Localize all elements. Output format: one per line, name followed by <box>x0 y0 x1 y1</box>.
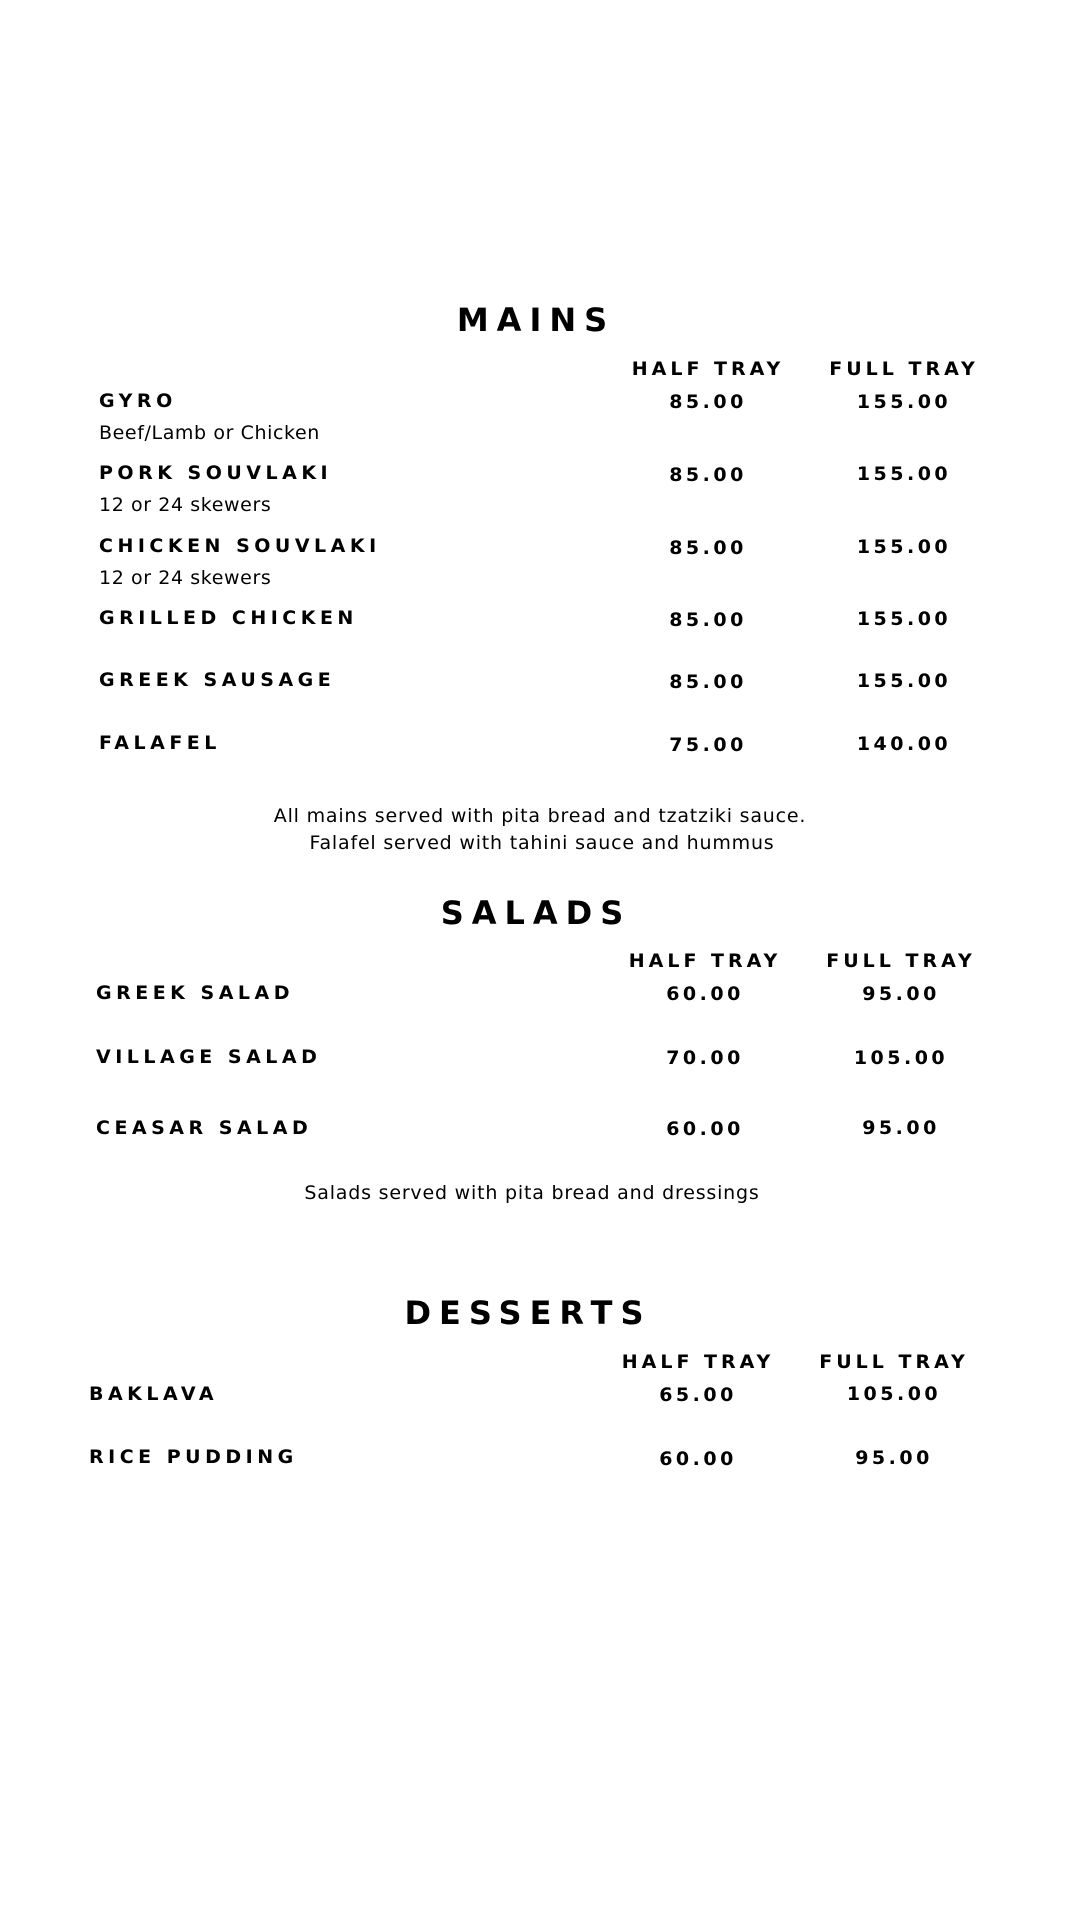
rice-pudding-full-price: 95.00 <box>855 1447 933 1469</box>
salads-full-tray-header: FULL TRAY <box>826 950 976 972</box>
baklava-full-price: 105.00 <box>846 1383 942 1405</box>
falafel-full-price: 140.00 <box>856 733 952 755</box>
menu-item-pork-souvlaki-desc: 12 or 24 skewers <box>99 494 272 516</box>
mains-full-tray-header: FULL TRAY <box>829 358 979 380</box>
salads-title: SALADS <box>440 894 632 932</box>
mains-half-tray-header: HALF TRAY <box>631 358 785 380</box>
baklava-half-price: 65.00 <box>659 1384 737 1406</box>
mains-note-line-2: Falafel served with tahini sauce and hummus <box>309 832 775 854</box>
gyro-full-price: 155.00 <box>856 391 952 413</box>
greek-salad-half-price: 60.00 <box>666 983 744 1005</box>
rice-pudding-half-price: 60.00 <box>659 1448 737 1470</box>
desserts-half-tray-header: HALF TRAY <box>621 1351 775 1373</box>
chicken-souvlaki-full-price: 155.00 <box>856 536 952 558</box>
pork-souvlaki-full-price: 155.00 <box>856 463 952 485</box>
desserts-title: DESSERTS <box>404 1294 652 1332</box>
menu-item-greek-sausage: GREEK SAUSAGE <box>99 669 336 691</box>
menu-item-chicken-souvlaki: CHICKEN SOUVLAKI <box>99 535 381 557</box>
menu-item-greek-salad: GREEK SALAD <box>96 982 294 1004</box>
salads-note: Salads served with pita bread and dressings <box>304 1182 760 1204</box>
pork-souvlaki-half-price: 85.00 <box>669 464 747 486</box>
ceasar-salad-full-price: 95.00 <box>862 1117 940 1139</box>
gyro-half-price: 85.00 <box>669 391 747 413</box>
chicken-souvlaki-half-price: 85.00 <box>669 537 747 559</box>
greek-salad-full-price: 95.00 <box>862 983 940 1005</box>
mains-note-line-1: All mains served with pita bread and tzatziki sauce. <box>273 805 807 827</box>
mains-title: MAINS <box>456 301 616 339</box>
menu-item-gyro: GYRO <box>99 390 177 412</box>
grilled-chicken-full-price: 155.00 <box>856 608 952 630</box>
salads-half-tray-header: HALF TRAY <box>628 950 782 972</box>
ceasar-salad-half-price: 60.00 <box>666 1118 744 1140</box>
menu-item-grilled-chicken: GRILLED CHICKEN <box>99 607 358 629</box>
menu-item-rice-pudding: RICE PUDDING <box>89 1446 298 1468</box>
greek-sausage-full-price: 155.00 <box>856 670 952 692</box>
menu-item-baklava: BAKLAVA <box>89 1383 219 1405</box>
menu-item-village-salad: VILLAGE SALAD <box>96 1046 322 1068</box>
grilled-chicken-half-price: 85.00 <box>669 609 747 631</box>
menu-item-chicken-souvlaki-desc: 12 or 24 skewers <box>99 567 272 589</box>
menu-item-falafel: FALAFEL <box>99 732 221 754</box>
menu-item-pork-souvlaki: PORK SOUVLAKI <box>99 462 333 484</box>
village-salad-full-price: 105.00 <box>853 1047 949 1069</box>
menu-item-ceasar-salad: CEASAR SALAD <box>96 1117 313 1139</box>
greek-sausage-half-price: 85.00 <box>669 671 747 693</box>
village-salad-half-price: 70.00 <box>666 1047 744 1069</box>
falafel-half-price: 75.00 <box>669 734 747 756</box>
desserts-full-tray-header: FULL TRAY <box>819 1351 969 1373</box>
menu-item-gyro-desc: Beef/Lamb or Chicken <box>99 422 320 444</box>
